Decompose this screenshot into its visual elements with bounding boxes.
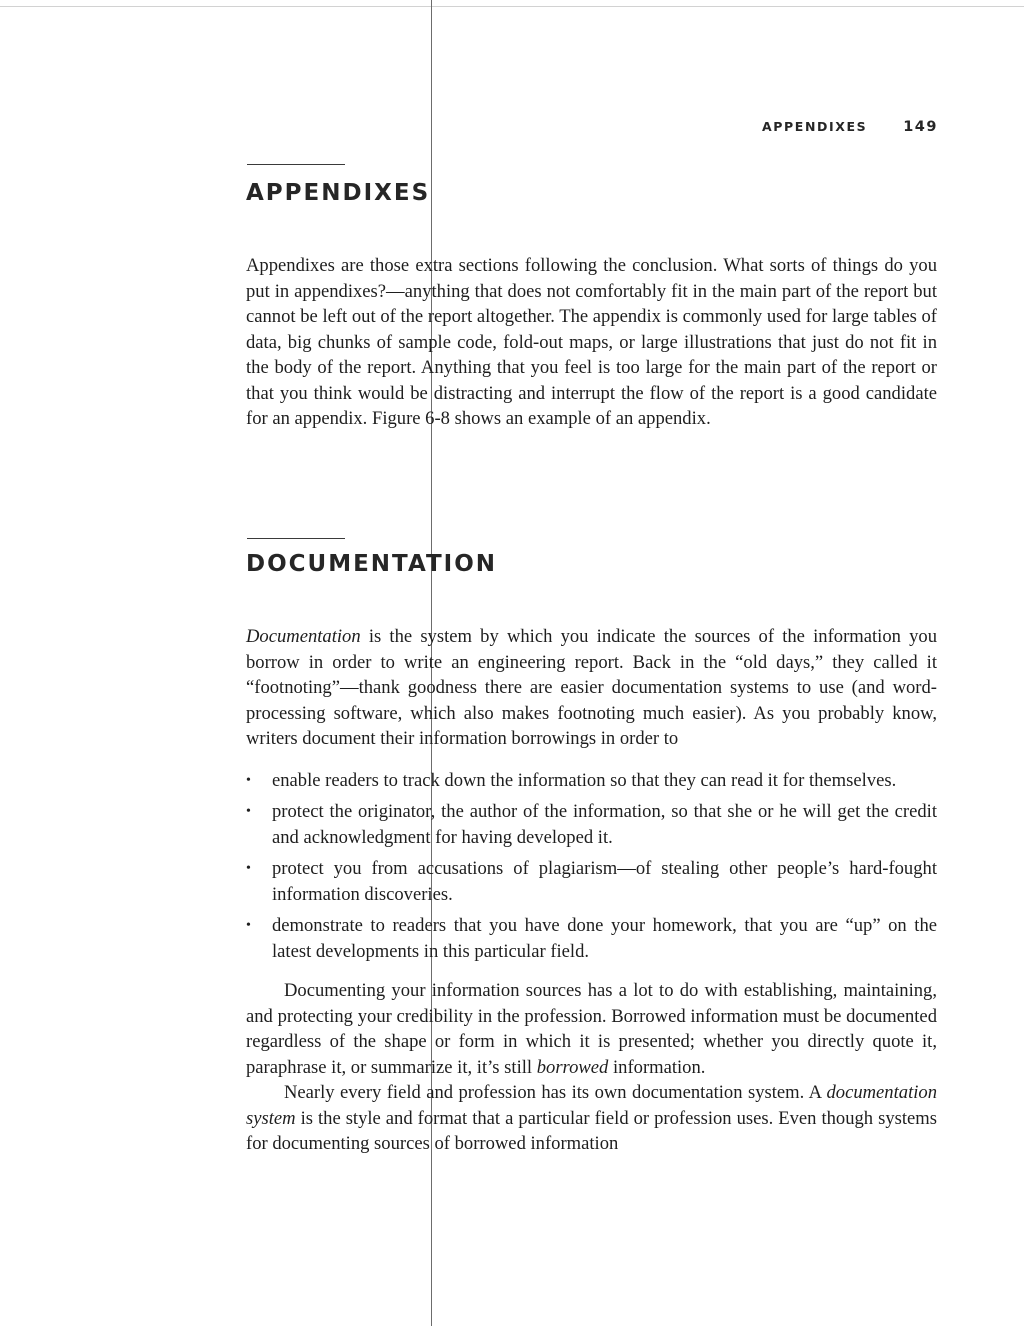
credibility-paragraph — [246, 978, 937, 1080]
appendixes-paragraph: Appendixes are those extra sections following the conclusion. What sorts of things do you put in appendixes?—anything that does not comfortably fit in the main part of the report but cannot be left out of the report altogether. The appendix is commonly used for large tables of data, big chunks of sample code, fold-out maps, or large illustrations that just do not fit in the body of the report. Anything that you feel is too large for the main part of the report or that you think would be distracting and interrupt the flow of the report is a good candidate for an appendix. Figure 6-8 shows an example of an appendix. — [246, 255, 937, 429]
running-head — [700, 119, 938, 135]
section-rule-appendixes — [247, 164, 345, 165]
systems-paragraph — [246, 1080, 937, 1157]
term-documentation-system: documentation system — [246, 1082, 937, 1129]
section-rule-documentation — [247, 538, 345, 539]
intro-text: is the system by which you indicate the sources of the information you borrow in order to write an engineering report. Back in the “old days,” they called it “footnoting”—thank goodness there are easier documentation systems to use (and word-processing software, which also makes footnoting much easier). As you probably know, writers document their information borrowings in order to — [246, 626, 937, 749]
page-number: 149 — [903, 119, 938, 135]
documentation-intro — [246, 624, 937, 752]
systems-start: Nearly every field and profession has its own documentation system. A — [284, 1082, 827, 1103]
systems-rest: is the style and format that a particular field or profession uses. Even though systems for documenting sources of borrowed information — [246, 1107, 937, 1154]
list-item: • protect you from accusations of plagiarism—of stealing other people’s hard-fought information discoveries. — [246, 856, 937, 907]
list-item: • protect the originator, the author of the information, so that she or he will get the credit and acknowledgment for having developed it. — [246, 799, 937, 850]
scan-top-edge — [0, 6, 1024, 7]
appendixes-body — [246, 253, 937, 432]
credibility-text: Documenting your information sources has a lot to do with establishing, maintaining, and protecting your credibility in the profession. Borrowed information must be documented regardless of the shape or form in which it is presented; whether you directly quote it, paraphrase it, or summarize it, it’s still — [246, 980, 937, 1078]
documentation-body — [246, 624, 937, 1157]
list-item: • enable readers to track down the information so that they can read it for themselves. — [246, 768, 937, 794]
running-head-title: APPENDIXES — [762, 119, 868, 134]
term-documentation: Documentation — [246, 626, 361, 647]
heading-documentation: DOCUMENTATION — [246, 551, 498, 577]
credibility-end: information. — [608, 1056, 706, 1078]
reasons-list — [246, 768, 937, 965]
term-borrowed: borrowed — [536, 1056, 609, 1078]
heading-appendixes: APPENDIXES — [246, 180, 431, 206]
list-item: • demonstrate to readers that you have done your homework, that you are “up” on the latest developments in this particular field. — [246, 913, 937, 964]
